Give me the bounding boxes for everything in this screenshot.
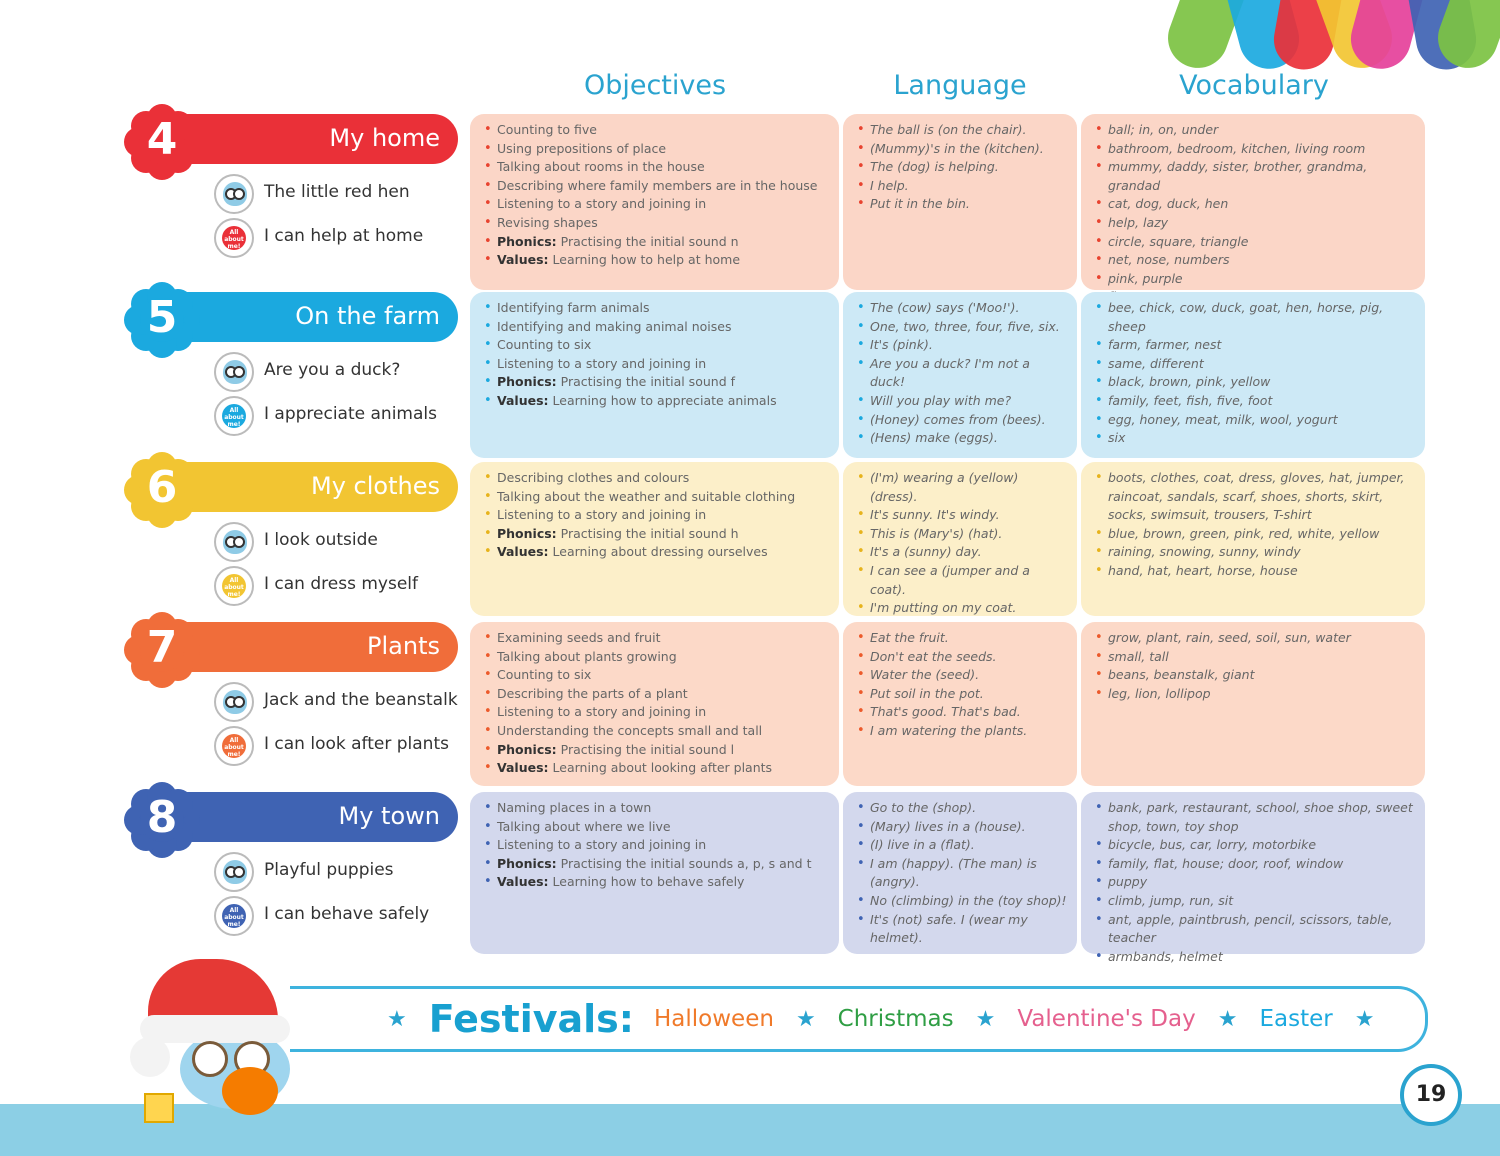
language-item: • I can see a (jumper and a coat).: [857, 562, 1067, 599]
item-text: Listening to a story and joining in: [497, 704, 707, 720]
language-box: [843, 292, 1077, 458]
star-icon: ★: [1354, 1006, 1375, 1032]
all-about-me-icon: [214, 396, 254, 436]
vocabulary-item: • bank, park, restaurant, school, shoe shop, sweet shop, town, toy shop: [1095, 799, 1415, 836]
language-item: • It's (not) safe. I (wear my helmet).: [857, 911, 1067, 948]
objectives-item: [484, 685, 829, 704]
vocabulary-box: [1081, 114, 1425, 290]
item-prefix: Phonics:: [497, 525, 557, 541]
festivals-banner: [290, 986, 1428, 1052]
item-prefix: Phonics:: [497, 233, 557, 249]
language-item: • The (cow) says ('Moo!').: [857, 299, 1067, 318]
language-list: [857, 629, 1067, 741]
vocabulary-box: [1081, 462, 1425, 616]
unit-number-flower-icon: [124, 452, 200, 528]
owl-story-icon: [214, 682, 254, 722]
unit-title: Plants: [367, 632, 440, 660]
language-item: • Are you a duck? I'm not a duck!: [857, 355, 1067, 392]
vocabulary-item: • armbands, helmet: [1095, 948, 1415, 967]
vocabulary-item: • blue, brown, green, pink, red, white, yellow: [1095, 525, 1415, 544]
language-box: [843, 462, 1077, 616]
objectives-item: [484, 629, 829, 648]
vocabulary-item: • net, nose, numbers: [1095, 251, 1415, 270]
unit-number: 7: [146, 622, 178, 673]
all-about-me-badge: All about me!: [222, 734, 246, 758]
vocabulary-item: • beans, beanstalk, giant: [1095, 666, 1415, 685]
item-text: Naming places in a town: [497, 800, 652, 815]
item-text: Talking about rooms in the house: [497, 159, 705, 175]
language-item: • (I) live in a (flat).: [857, 836, 1067, 855]
objectives-item: [484, 525, 829, 544]
lesson-title: I look outside: [264, 530, 378, 550]
language-header: Language: [893, 70, 1027, 101]
lesson-title: The little red hen: [264, 182, 410, 202]
vocabulary-list: [1095, 469, 1415, 581]
language-item: • I am (happy). (The man) is (angry).: [857, 855, 1067, 892]
vocabulary-item: • bee, chick, cow, duck, goat, hen, horse, pig, sheep: [1095, 299, 1415, 336]
lesson-title: I can look after plants: [264, 734, 449, 754]
item-text: Identifying farm animals: [497, 300, 650, 315]
vocabulary-list: [1095, 629, 1415, 703]
objectives-item: [484, 392, 829, 411]
language-list: [857, 299, 1067, 448]
unit-title-banner: [168, 292, 458, 342]
language-item: • Go to the (shop).: [857, 799, 1067, 818]
unit-number-flower-icon: [124, 104, 200, 180]
unit-title-banner: [168, 114, 458, 164]
owl-mascot-illustration: [130, 955, 310, 1145]
page-number: 19: [1400, 1064, 1462, 1126]
item-text: Listening to a story and joining in: [497, 837, 707, 853]
vocabulary-item: • small, tall: [1095, 648, 1415, 667]
lesson-title: I can help at home: [264, 226, 424, 246]
objectives-box: [470, 622, 839, 786]
language-box: [843, 114, 1077, 290]
owl-icon: [223, 690, 247, 714]
unit-title: My home: [329, 124, 440, 152]
objectives-item: [484, 703, 829, 722]
vocabulary-item: • farm, farmer, nest: [1095, 336, 1415, 355]
vocabulary-item: • raining, snowing, sunny, windy: [1095, 543, 1415, 562]
owl-icon: [223, 530, 247, 554]
hat-brim: [140, 1015, 290, 1043]
objectives-list: [484, 299, 829, 411]
item-text: Listening to a story and joining in: [497, 196, 707, 212]
language-item: • (I'm) wearing a (yellow) (dress).: [857, 469, 1067, 506]
objectives-item: [484, 759, 829, 778]
item-prefix: Values:: [497, 874, 549, 890]
all-about-me-badge: All about me!: [222, 904, 246, 928]
vocabulary-item: • help, lazy: [1095, 214, 1415, 233]
objectives-item: [484, 233, 829, 252]
objectives-item: [484, 818, 829, 837]
item-text: Learning about dressing ourselves: [552, 544, 768, 560]
item-text: Describing where family members are in the house: [497, 177, 818, 193]
owl-story-icon: [214, 352, 254, 392]
item-prefix: Phonics:: [497, 741, 557, 757]
language-item: • I am watering the plants.: [857, 722, 1067, 741]
vocabulary-header: Vocabulary: [1179, 70, 1329, 101]
objectives-item: [484, 318, 829, 337]
objectives-item: [484, 121, 829, 140]
item-text: Revising shapes: [497, 214, 598, 230]
objectives-item: [484, 488, 829, 507]
objectives-item: [484, 355, 829, 374]
objectives-list: [484, 121, 829, 270]
vocabulary-item: • ant, apple, paintbrush, pencil, scissors, table, teacher: [1095, 911, 1415, 948]
vocabulary-item: • grow, plant, rain, seed, soil, sun, water: [1095, 629, 1415, 648]
unit-title-banner: [168, 622, 458, 672]
unit-title: On the farm: [295, 302, 440, 330]
language-item: • (Mummy)'s in the (kitchen).: [857, 140, 1067, 159]
language-item: • It's sunny. It's windy.: [857, 506, 1067, 525]
unit-number: 4: [146, 114, 178, 165]
item-text: Practising the initial sound f: [560, 374, 736, 390]
vocabulary-item: • hand, hat, heart, horse, house: [1095, 562, 1415, 581]
item-prefix: Phonics:: [497, 374, 557, 390]
vocabulary-item: • black, brown, pink, yellow: [1095, 373, 1415, 392]
vocabulary-item: • six: [1095, 429, 1415, 448]
vocabulary-item: • cat, dog, duck, hen: [1095, 195, 1415, 214]
objectives-item: [484, 251, 829, 270]
objectives-header: Objectives: [583, 70, 727, 101]
language-list: [857, 799, 1067, 948]
objectives-item: [484, 336, 829, 355]
item-text: Counting to six: [497, 667, 592, 683]
gift-icon: [144, 1093, 174, 1123]
lesson-title: Playful puppies: [264, 860, 394, 880]
language-item: • Don't eat the seeds.: [857, 648, 1067, 667]
objectives-item: [484, 214, 829, 233]
unit-number-flower-icon: [124, 282, 200, 358]
objectives-item: [484, 177, 829, 196]
language-list: [857, 469, 1067, 618]
objectives-item: [484, 158, 829, 177]
owl-icon: [223, 360, 247, 384]
language-box: [843, 792, 1077, 954]
vocabulary-list: [1095, 299, 1415, 448]
item-prefix: Values:: [497, 544, 549, 560]
unit-title: My town: [338, 802, 440, 830]
festival-christmas: Christmas: [837, 1006, 954, 1032]
lesson-title: I can dress myself: [264, 574, 418, 594]
vocabulary-box: [1081, 622, 1425, 786]
all-about-me-badge: All about me!: [222, 226, 246, 250]
language-item: • One, two, three, four, five, six.: [857, 318, 1067, 337]
objectives-item: [484, 140, 829, 159]
item-prefix: Values:: [497, 252, 549, 268]
vocabulary-item: • family, feet, fish, five, foot: [1095, 392, 1415, 411]
objectives-item: [484, 666, 829, 685]
language-item: • I'm putting on my coat.: [857, 599, 1067, 618]
vocabulary-list: [1095, 799, 1415, 966]
vocabulary-box: [1081, 792, 1425, 964]
item-text: Learning how to behave safely: [552, 874, 745, 890]
all-about-me-badge: All about me!: [222, 404, 246, 428]
festival-halloween: Halloween: [654, 1006, 774, 1032]
star-icon: ★: [795, 1006, 816, 1032]
item-text: Talking about plants growing: [497, 648, 677, 664]
language-item: • It's (pink).: [857, 336, 1067, 355]
owl-icon: [223, 182, 247, 206]
star-icon: ★: [387, 1006, 407, 1032]
language-item: • The ball is (on the chair).: [857, 121, 1067, 140]
unit-title: My clothes: [311, 472, 440, 500]
item-text: Practising the initial sounds a, p, s and t: [560, 855, 812, 871]
vocabulary-item: • leg, lion, lollipop: [1095, 685, 1415, 704]
vocabulary-item: • family, flat, house; door, roof, window: [1095, 855, 1415, 874]
owl-story-icon: [214, 174, 254, 214]
item-text: Learning how to help at home: [552, 252, 741, 268]
vocabulary-item: • climb, jump, run, sit: [1095, 892, 1415, 911]
owl-icon: [223, 860, 247, 884]
item-text: Describing clothes and colours: [497, 470, 690, 485]
vocabulary-item: • boots, clothes, coat, dress, gloves, hat, jumper, raincoat, sandals, scarf, shoes, shorts, skirt, socks, swimsuit, trousers, T-shirt: [1095, 469, 1415, 525]
vocabulary-item: • bicycle, bus, car, lorry, motorbike: [1095, 836, 1415, 855]
objectives-list: [484, 629, 829, 778]
objectives-box: [470, 292, 839, 458]
item-text: Identifying and making animal noises: [497, 318, 732, 334]
all-about-me-icon: [214, 896, 254, 936]
vocabulary-list: [1095, 121, 1415, 307]
objectives-item: [484, 299, 829, 318]
unit-number-flower-icon: [124, 782, 200, 858]
language-item: • This is (Mary's) (hat).: [857, 525, 1067, 544]
objectives-list: [484, 799, 829, 892]
language-item: • Water the (seed).: [857, 666, 1067, 685]
lesson-title: I appreciate animals: [264, 404, 437, 424]
owl-eye: [192, 1041, 228, 1077]
objectives-item: [484, 469, 829, 488]
item-prefix: Phonics:: [497, 855, 557, 871]
item-text: Counting to five: [497, 122, 597, 137]
item-text: Counting to six: [497, 337, 592, 353]
objectives-item: [484, 195, 829, 214]
item-text: Practising the initial sound n: [560, 233, 739, 249]
objectives-box: [470, 462, 839, 616]
objectives-item: [484, 799, 829, 818]
language-list: [857, 121, 1067, 214]
language-item: • That's good. That's bad.: [857, 703, 1067, 722]
owl-story-icon: [214, 852, 254, 892]
objectives-item: [484, 855, 829, 874]
lesson-title: Are you a duck?: [264, 360, 401, 380]
objectives-item: [484, 836, 829, 855]
item-text: Examining seeds and fruit: [497, 630, 661, 645]
unit-number: 6: [146, 462, 178, 513]
item-text: Practising the initial sound h: [560, 525, 739, 541]
festivals-row: [365, 999, 1396, 1039]
vocabulary-item: • pink, purple: [1095, 270, 1415, 289]
vocabulary-item: • circle, square, triangle: [1095, 233, 1415, 252]
owl-story-icon: [214, 522, 254, 562]
hat-pompom: [130, 1037, 170, 1077]
language-item: • Put soil in the pot.: [857, 685, 1067, 704]
language-box: [843, 622, 1077, 786]
unit-title-banner: [168, 462, 458, 512]
festivals-label: Festivals:: [428, 997, 634, 1041]
language-item: • (Honey) comes from (bees).: [857, 411, 1067, 430]
language-item: • (Mary) lives in a (house).: [857, 818, 1067, 837]
objectives-box: [470, 792, 839, 954]
language-item: • The (dog) is helping.: [857, 158, 1067, 177]
language-item: • I help.: [857, 177, 1067, 196]
festival-valentines-day: Valentine's Day: [1017, 1006, 1196, 1032]
language-item: • No (climbing) in the (toy shop)!: [857, 892, 1067, 911]
language-item: • Put it in the bin.: [857, 195, 1067, 214]
unit-number-flower-icon: [124, 612, 200, 688]
star-icon: ★: [1217, 1006, 1238, 1032]
objectives-box: [470, 114, 839, 290]
item-prefix: Values:: [497, 760, 549, 776]
objectives-item: [484, 648, 829, 667]
objectives-item: [484, 741, 829, 760]
all-about-me-icon: [214, 726, 254, 766]
all-about-me-badge: All about me!: [222, 574, 246, 598]
item-prefix: Values:: [497, 392, 549, 408]
language-item: • Eat the fruit.: [857, 629, 1067, 648]
objectives-item: [484, 873, 829, 892]
lesson-title: I can behave safely: [264, 904, 430, 924]
pumpkin-icon: [222, 1067, 278, 1115]
objectives-item: [484, 373, 829, 392]
decorative-petals: [1160, 0, 1500, 80]
festival-easter: Easter: [1259, 1006, 1333, 1032]
item-text: Using prepositions of place: [497, 140, 667, 156]
vocabulary-item: • ball; in, on, under: [1095, 121, 1415, 140]
vocabulary-item: • egg, honey, meat, milk, wool, yogurt: [1095, 411, 1415, 430]
language-item: • It's a (sunny) day.: [857, 543, 1067, 562]
item-text: Understanding the concepts small and tall: [497, 722, 763, 738]
item-text: Listening to a story and joining in: [497, 355, 707, 371]
vocabulary-item: • puppy: [1095, 873, 1415, 892]
item-text: Talking about where we live: [497, 818, 671, 834]
all-about-me-icon: [214, 566, 254, 606]
item-text: Learning how to appreciate animals: [552, 392, 777, 408]
star-icon: ★: [975, 1006, 996, 1032]
vocabulary-item: • same, different: [1095, 355, 1415, 374]
item-text: Learning about looking after plants: [552, 760, 773, 776]
item-text: Practising the initial sound l: [560, 741, 735, 757]
objectives-item: [484, 543, 829, 562]
unit-title-banner: [168, 792, 458, 842]
lesson-title: Jack and the beanstalk: [264, 690, 458, 710]
vocabulary-box: [1081, 292, 1425, 458]
language-item: • (Hens) make (eggs).: [857, 429, 1067, 448]
item-text: Listening to a story and joining in: [497, 507, 707, 523]
objectives-item: [484, 722, 829, 741]
vocabulary-item: • bathroom, bedroom, kitchen, living room: [1095, 140, 1415, 159]
all-about-me-icon: [214, 218, 254, 258]
item-text: Describing the parts of a plant: [497, 685, 688, 701]
item-text: Talking about the weather and suitable clothing: [497, 488, 796, 504]
language-item: • Will you play with me?: [857, 392, 1067, 411]
unit-number: 5: [146, 292, 178, 343]
vocabulary-item: • mummy, daddy, sister, brother, grandma, grandad: [1095, 158, 1415, 195]
objectives-item: [484, 506, 829, 525]
objectives-list: [484, 469, 829, 562]
unit-number: 8: [146, 792, 178, 843]
